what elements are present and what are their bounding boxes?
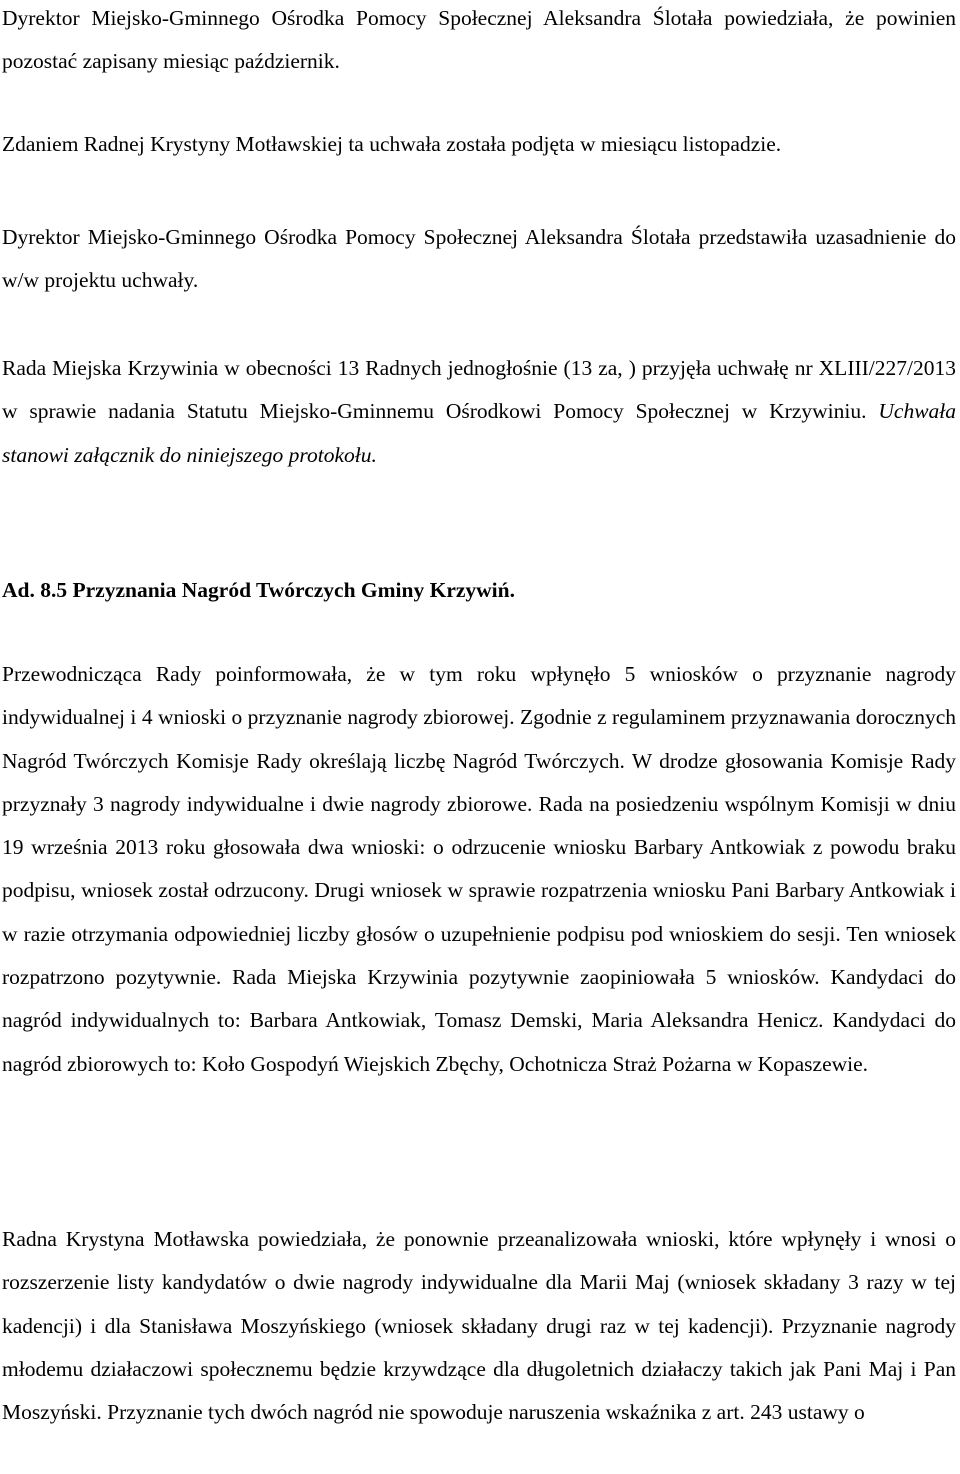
paragraph-text: Dyrektor Miejsko-Gminnego Ośrodka Pomocy Społecznej Aleksandra Ślotała przedstawiła uzasadnienie do w/w projektu uchwały. (2, 225, 956, 293)
paragraph-text: Rada Miejska Krzywinia w obecności 13 Radnych jednogłośnie (13 za, ) przyjęła uchwałę nr XLIII/227/2013 w sprawie nadania Statutu Miejsko-Gminnemu Ośrodkowi Pomocy Społecznej w Krzywiniu. (2, 356, 956, 424)
paragraph-italic-note: Uchwała stanowi załącznik do niniejszego protokołu. (2, 399, 957, 467)
paragraph-director-statement (2, 0, 956, 84)
paragraph-councillor-opinion (2, 123, 781, 166)
paragraph-text: Przewodnicząca Rady poinformowała, że w tym roku wpłynęło 5 wniosków o przyznanie nagrody indywidualnej i 4 wnioski o przyznanie nagrody zbiorowej. Zgodnie z regulaminem przyznawania dorocznych Nagród Twórczych Komisje Rady określają liczbę Nagród Twórczych. W drodze głosowania Komisje Rady przyznały 3 nagrody indywidualne i dwie nagrody zbiorowe. Rada na posiedzeniu wspólnym Komisji w dniu 19 września 2013 roku głosowała dwa wnioski: o odrzucenie wniosku Barbary Antkowiak z powodu braku podpisu, wniosek został odrzucony. Drugi wniosek w sprawie rozpatrzenia wniosku Pani Barbary Antkowiak i w razie otrzymania odpowiedniej liczby głosów o uzupełnienie podpisu pod wnioskiem do sesji. Ten wniosek rozpatrzono pozytywnie. Rada Miejska Krzywinia pozytywnie zaopiniowała 5 wniosków. Kandydaci do nagród indywidualnych to: Barbara Antkowiak, Tomasz Demski, Maria Aleksandra Henicz. Kandydaci do nagród zbiorowych to: Koło Gospodyń Wiejskich Zbęchy, Ochotnicza Straż Pożarna w Kopaszewie. (2, 662, 956, 1076)
paragraph-resolution-adopted (2, 347, 956, 477)
paragraph-awards-report (2, 653, 956, 1086)
paragraph-text: Dyrektor Miejsko-Gminnego Ośrodka Pomocy Społecznej Aleksandra Ślotała powiedziała, że powinien pozostać zapisany miesiąc październik. (2, 6, 956, 74)
heading-text: Ad. 8.5 Przyznania Nagród Twórczych Gminy Krzywiń. (2, 578, 515, 602)
section-heading (2, 569, 515, 612)
paragraph-text: Zdaniem Radnej Krystyny Motławskiej ta uchwała została podjęta w miesiącu listopadzie. (2, 132, 782, 156)
paragraph-director-justification (2, 216, 956, 303)
paragraph-text: Radna Krystyna Motławska powiedziała, że ponownie przeanalizowała wnioski, które wpłynęły i wnosi o rozszerzenie listy kandydatów o dwie nagrody indywidualne dla Marii Maj (wniosek składany 3 razy w tej kadencji) i dla Stanisława Moszyńskiego (wniosek składany drugi raz w tej kadencji). Przyznanie nagrody młodemu działaczowi społecznemu będzie krzywdzące dla długoletnich działaczy takich jak Pani Maj i Pan Moszyński. Przyznanie tych dwóch nagród nie spowoduje naruszenia wskaźnika z art. 243 ustawy o (2, 1227, 956, 1425)
paragraph-councillor-proposal (2, 1218, 956, 1434)
